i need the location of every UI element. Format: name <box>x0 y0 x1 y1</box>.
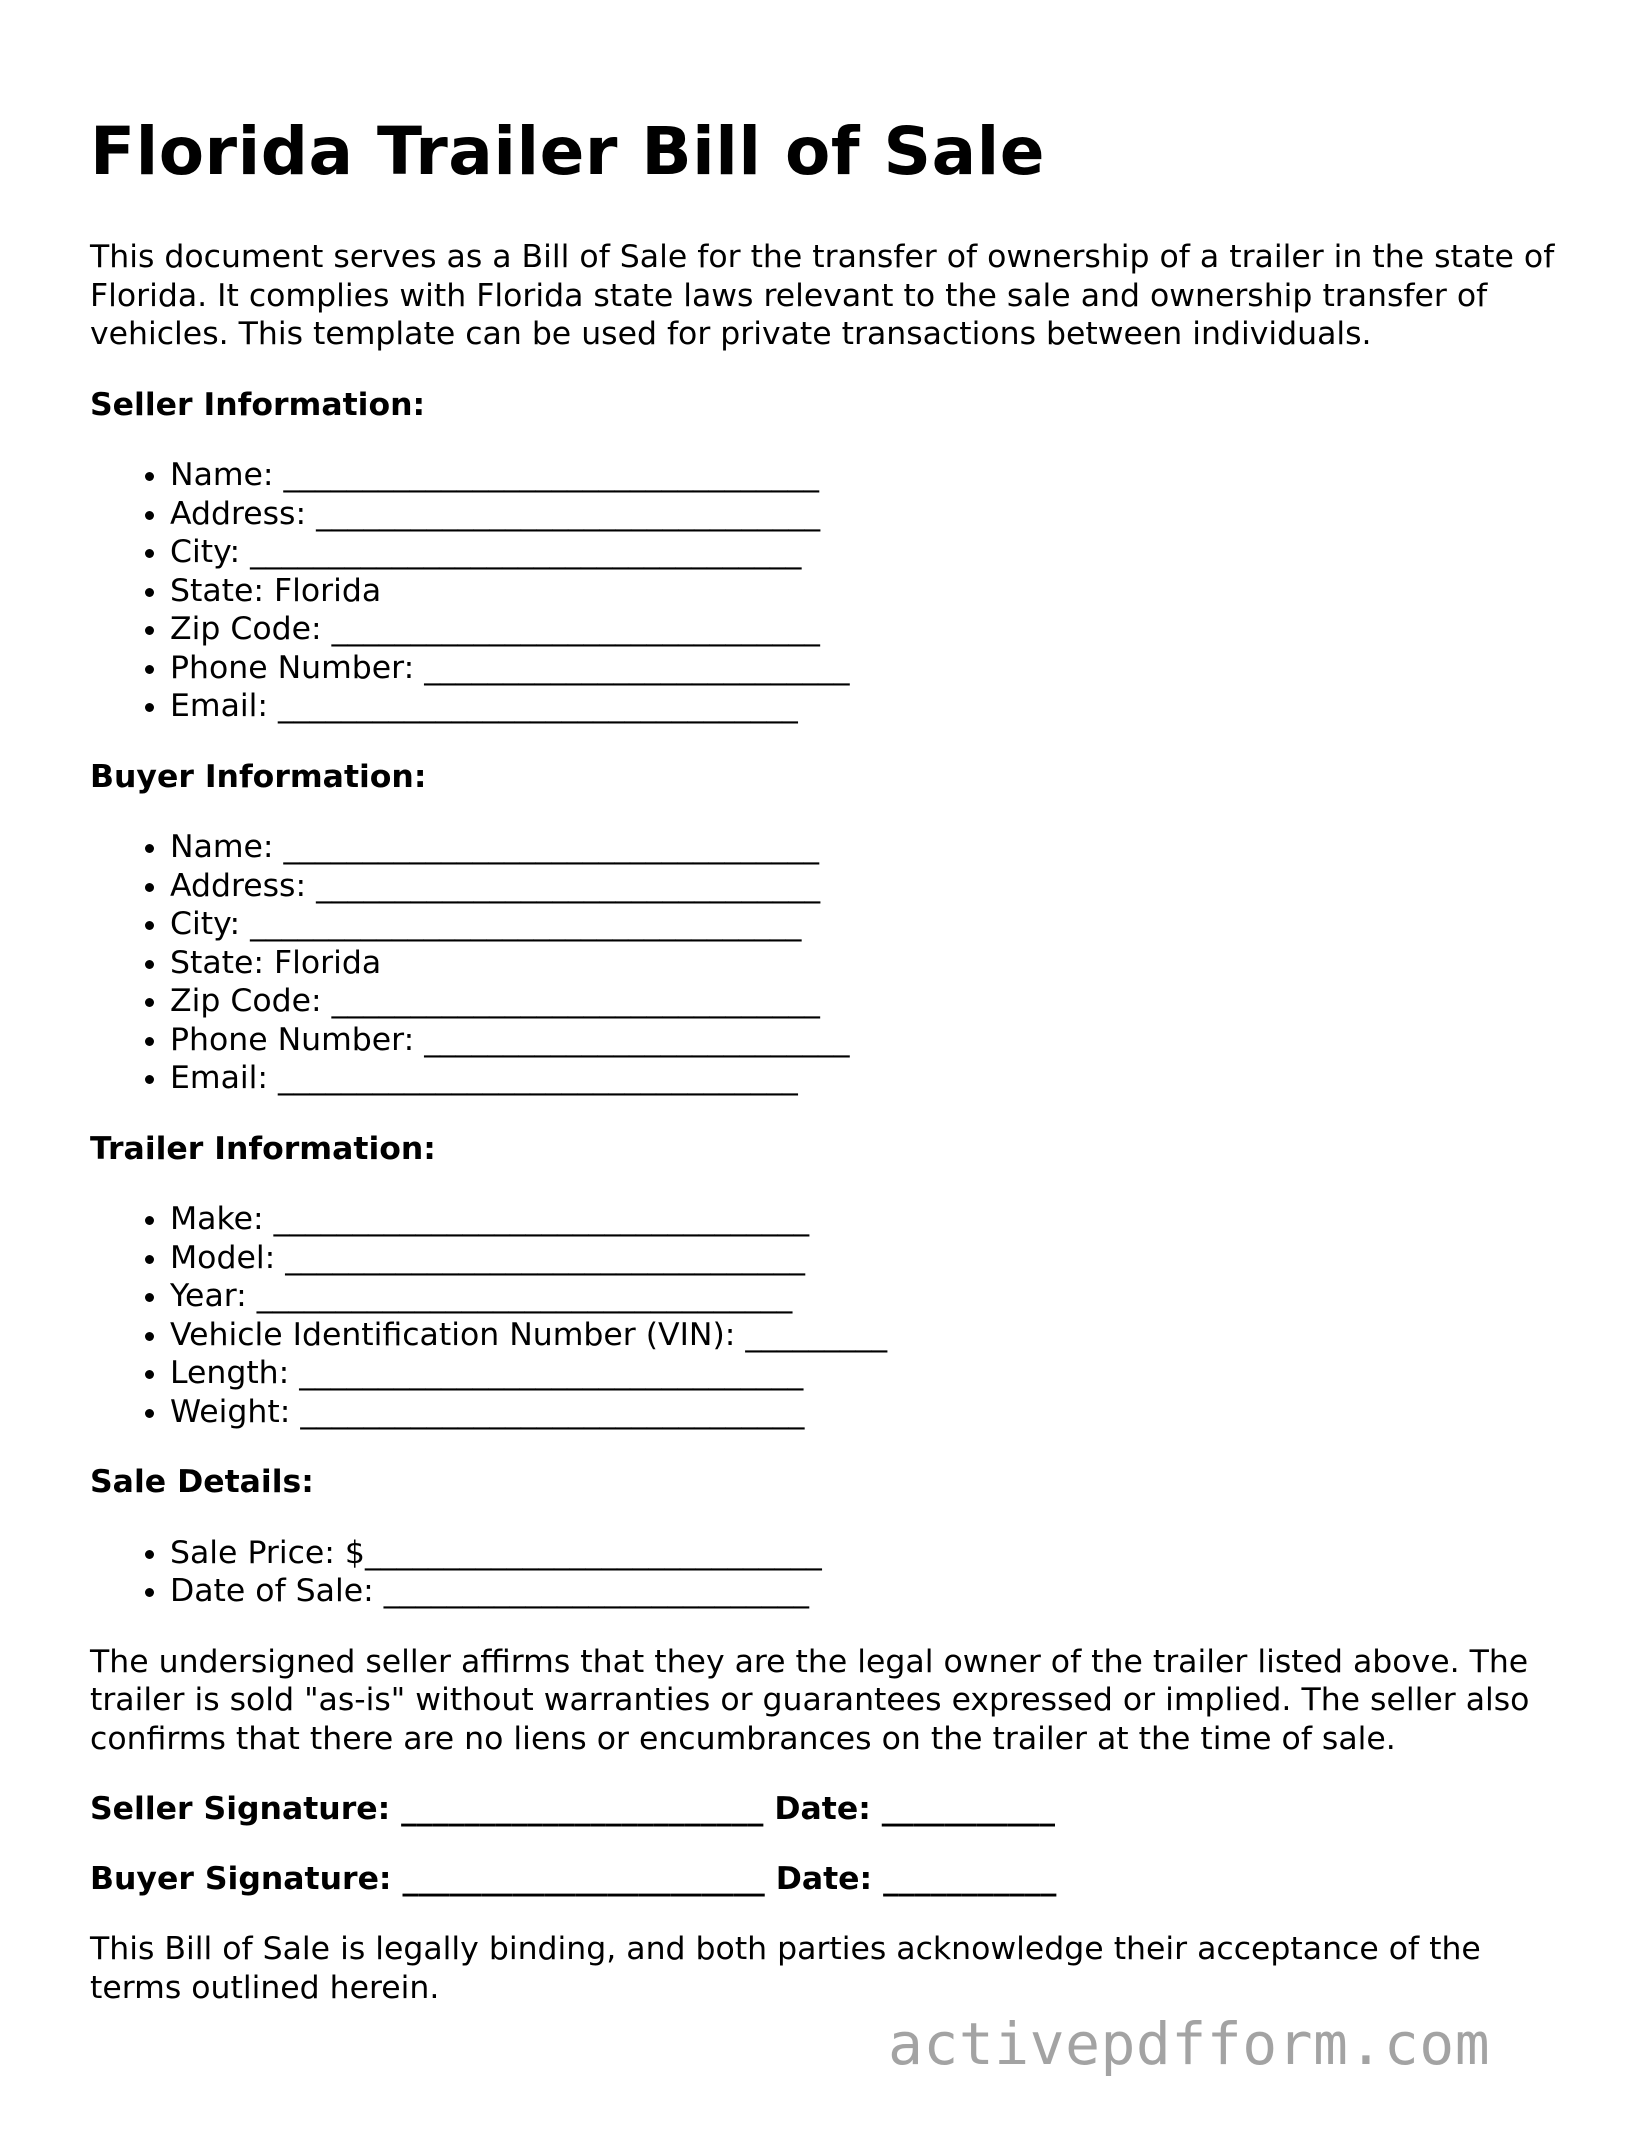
seller-signature-line: Seller Signature: _______________________ Date: ___________ <box>90 1791 1056 1827</box>
seller-phone-field: • Phone Number: ___________________________ <box>170 649 1590 688</box>
buyer-state-field: • State: Florida <box>170 944 1590 983</box>
seller-fields-list <box>90 456 1590 726</box>
buyer-city-field: • City: ___________________________________ <box>170 905 1590 944</box>
sale-price-field: • Sale Price: $_____________________________ <box>170 1534 1590 1573</box>
sale-date-field: • Date of Sale: ___________________________ <box>170 1572 1590 1611</box>
trailer-section-heading: Trailer Information: <box>90 1130 436 1167</box>
watermark-text: activepdfform.com <box>888 2010 1491 2078</box>
trailer-model-field: • Model: _________________________________ <box>170 1239 1590 1278</box>
sale-fields-list <box>90 1534 1590 1611</box>
trailer-fields-list <box>90 1200 1590 1431</box>
seller-address-field: • Address: ________________________________ <box>170 495 1590 534</box>
seller-name-field: • Name: __________________________________ <box>170 456 1590 495</box>
document-page <box>90 0 1590 2007</box>
seller-zip-field: • Zip Code: _______________________________ <box>170 610 1590 649</box>
trailer-year-field: • Year: __________________________________ <box>170 1277 1590 1316</box>
sale-section-heading: Sale Details: <box>90 1464 314 1500</box>
affirmation-paragraph: The undersigned seller affirms that they are the legal owner of the trailer listed above. The trailer is sold "as-is" without warranties or guarantees expressed or implied. The seller also confirms that there are no liens or encumbrances on the trailer at the time of sale. <box>90 1643 1530 1757</box>
document-title: Florida Trailer Bill of Sale <box>90 113 1046 190</box>
seller-section-heading: Seller Information: <box>90 386 426 423</box>
buyer-fields-list <box>90 828 1590 1098</box>
buyer-section-heading: Buyer Information: <box>90 758 427 795</box>
trailer-length-field: • Length: ________________________________ <box>170 1354 1590 1393</box>
buyer-signature-line: Buyer Signature: _______________________ Date: ___________ <box>90 1860 1057 1897</box>
buyer-zip-field: • Zip Code: _______________________________ <box>170 982 1590 1021</box>
seller-state-field: • State: Florida <box>170 572 1590 611</box>
seller-city-field: • City: ___________________________________ <box>170 533 1590 572</box>
intro-paragraph: This document serves as a Bill of Sale for the transfer of ownership of a trailer in the state of Florida. It complies with Florida state laws relevant to the sale and ownership transfer of vehicles. This template can be used for private transactions between individuals. <box>90 239 1555 352</box>
seller-email-field: • Email: _________________________________ <box>170 687 1590 726</box>
buyer-phone-field: • Phone Number: ___________________________ <box>170 1021 1590 1060</box>
trailer-vin-field: • Vehicle Identification Number (VIN): _________ <box>170 1316 1590 1355</box>
buyer-name-field: • Name: __________________________________ <box>170 828 1590 867</box>
buyer-address-field: • Address: ________________________________ <box>170 867 1590 906</box>
closing-paragraph: This Bill of Sale is legally binding, and both parties acknowledge their acceptance of the terms outlined herein. <box>90 1931 1481 2006</box>
trailer-weight-field: • Weight: ________________________________ <box>170 1393 1590 1432</box>
trailer-make-field: • Make: __________________________________ <box>170 1200 1590 1239</box>
buyer-email-field: • Email: _________________________________ <box>170 1059 1590 1098</box>
